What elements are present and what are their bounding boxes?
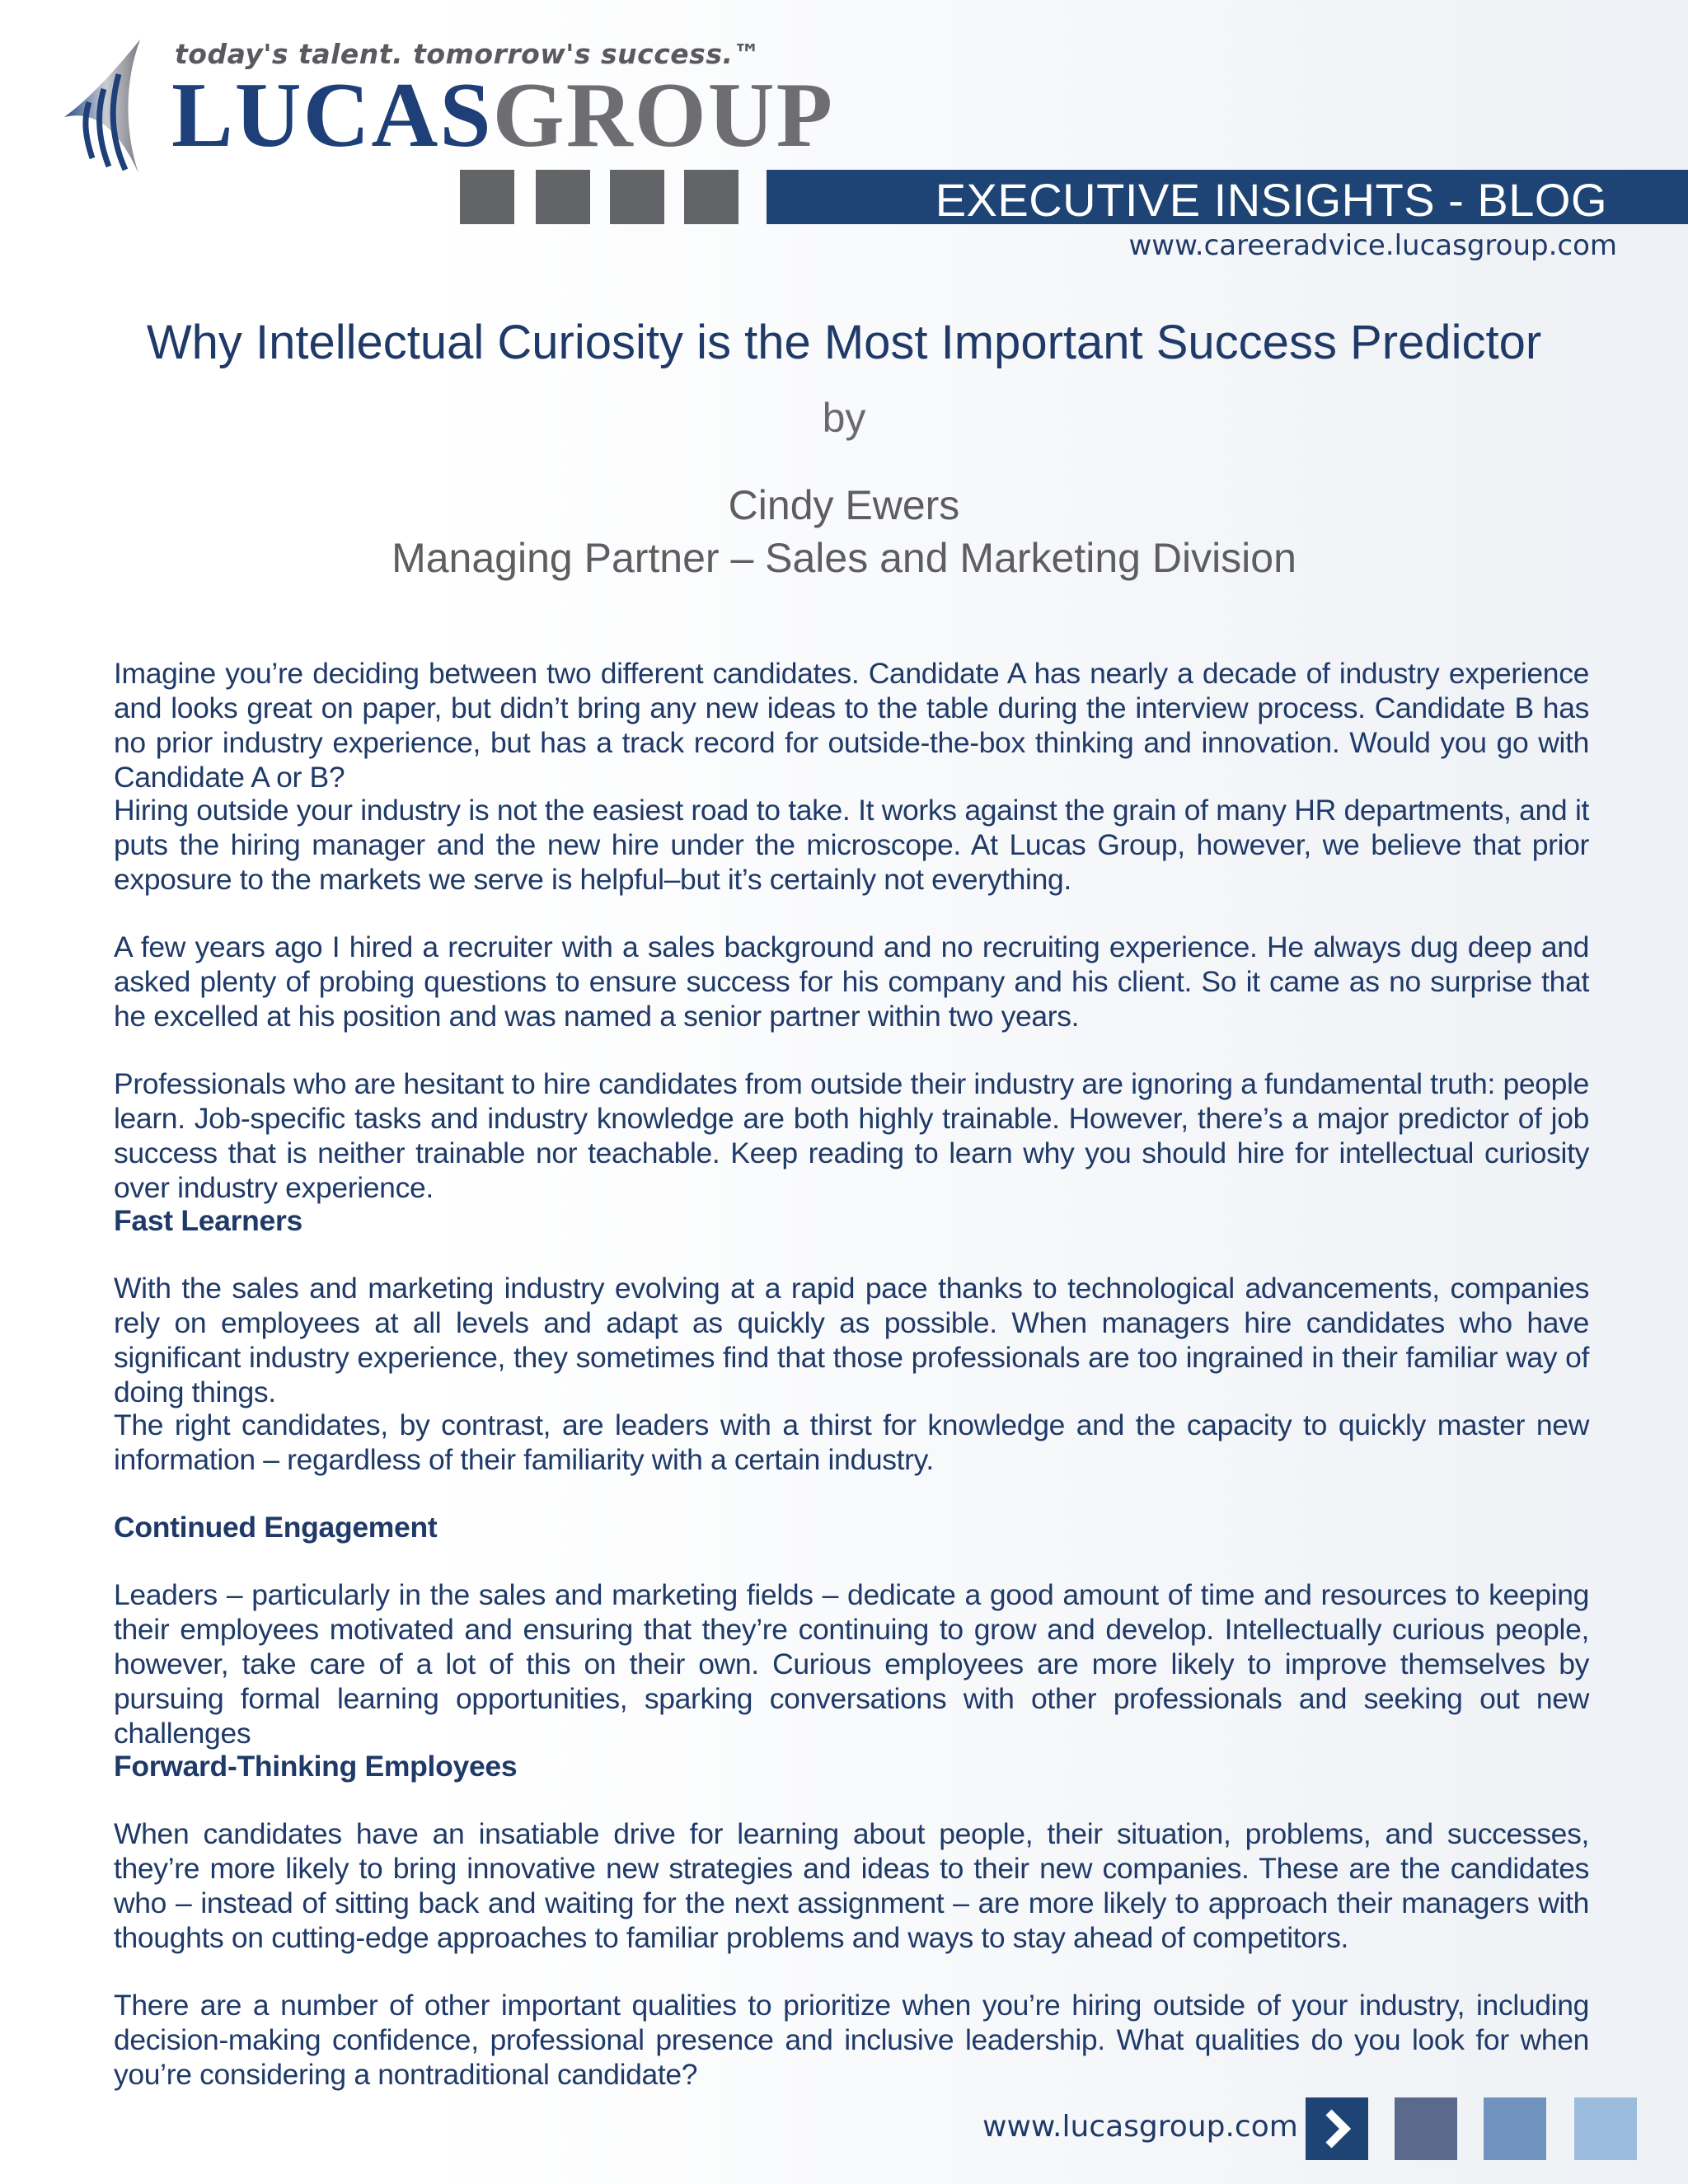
- gray-square: [610, 170, 664, 224]
- gray-square: [460, 170, 514, 224]
- footer-square: [1484, 2097, 1546, 2160]
- paragraph: Professionals who are hesitant to hire candidates from outside their industry are ignoring a fundamental truth: people learn. Job-specific tasks and industry knowledge are both highly trainable. However, there’s a major predictor of job success that is neither trainable nor teachable. Keep reading to learn why you should hire for intellectual curiosity over industry experience.: [114, 1067, 1589, 1204]
- brand-group: GROUP: [492, 64, 835, 166]
- next-button[interactable]: [1306, 2097, 1368, 2160]
- footer-square: [1574, 2097, 1637, 2160]
- paragraph: Hiring outside your industry is not the easiest road to take. It works against the grain of many HR departments, and it puts the hiring manager and the new hire under the microscope. At Lucas Group, however, we believe that prior exposure to the markets we serve is helpful–but it’s certainly not everything.: [114, 794, 1589, 896]
- paragraph: Imagine you’re deciding between two different candidates. Candidate A has nearly a decade of industry experience and looks great on paper, but didn’t bring any new ideas to the table during the interview process. Candidate B has no prior industry experience, but has a track record for outside-the-box thinking and innovation. Would you go with Candidate A or B?: [114, 657, 1589, 794]
- career-advice-link[interactable]: www.careeradvice.lucasgroup.com: [1128, 229, 1617, 262]
- paragraph: There are a number of other important qualities to prioritize when you’re hiring outside of your industry, including decision-making confidence, professional presence and inclusive leadership. What qualities do you look for when you’re considering a nontraditional candidate?: [114, 1989, 1589, 2091]
- gray-square: [684, 170, 738, 224]
- article-title: Why Intellectual Curiosity is the Most Important Success Predictor: [146, 316, 1542, 369]
- section-heading: Continued Engagement: [114, 1511, 438, 1544]
- section-heading: Forward-Thinking Employees: [114, 1750, 518, 1783]
- lucas-group-logo[interactable]: [59, 30, 835, 186]
- section-title: EXECUTIVE INSIGHTS - BLOG: [935, 174, 1607, 226]
- section-heading: Fast Learners: [114, 1204, 302, 1237]
- paragraph: When candidates have an insatiable drive for learning about people, their situation, problems, and successes, they’re more likely to bring innovative new strategies and ideas to their new companies. These are the candidates who – instead of sitting back and waiting for the next assignment – are more likely to approach their managers with thoughts on cutting-edge approaches to familiar problems and ways to stay ahead of competitors.: [114, 1817, 1589, 1954]
- paragraph: A few years ago I hired a recruiter with a sales background and no recruiting experience. He always dug deep and asked plenty of probing questions to ensure success for his company and his client. So it came as no surprise that he excelled at his position and was named a senior partner within two years.: [114, 930, 1589, 1033]
- footer-square: [1395, 2097, 1457, 2160]
- footer-website-link[interactable]: www.lucasgroup.com: [982, 2110, 1298, 2144]
- brand-wordmark: [171, 64, 835, 166]
- author-name: Cindy Ewers: [728, 482, 960, 528]
- paragraph: With the sales and marketing industry evolving at a rapid pace thanks to technological advancements, companies rely on employees at all levels and adapt as quickly as possible. When managers hire candidates who have significant industry experience, they sometimes find that those professionals are too ingrained in their familiar way of doing things.: [114, 1272, 1589, 1408]
- byline-by: by: [822, 395, 866, 441]
- author-role: Managing Partner – Sales and Marketing Division: [392, 535, 1296, 581]
- brand-lucas: LUCAS: [171, 64, 493, 166]
- section-banner: [767, 170, 1688, 224]
- paragraph: The right candidates, by contrast, are leaders with a thirst for knowledge and the capacity to quickly master new information – regardless of their familiarity with a certain industry.: [114, 1408, 1589, 1476]
- gray-square: [536, 170, 590, 224]
- paragraph: Leaders – particularly in the sales and marketing fields – dedicate a good amount of time and resources to keeping their employees motivated and ensuring that they’re continuing to grow and develop. Intellectually curious people, however, take care of a lot of this on their own. Curious employees are more likely to improve themselves by pursuing formal learning opportunities, sparking conversations with other professionals and seeking out new challenges: [114, 1578, 1589, 1750]
- tagline: today's talent. tomorrow's success.™: [175, 38, 761, 70]
- chevron-right-icon: [1306, 2097, 1368, 2160]
- logo-swoosh-icon: [59, 35, 175, 175]
